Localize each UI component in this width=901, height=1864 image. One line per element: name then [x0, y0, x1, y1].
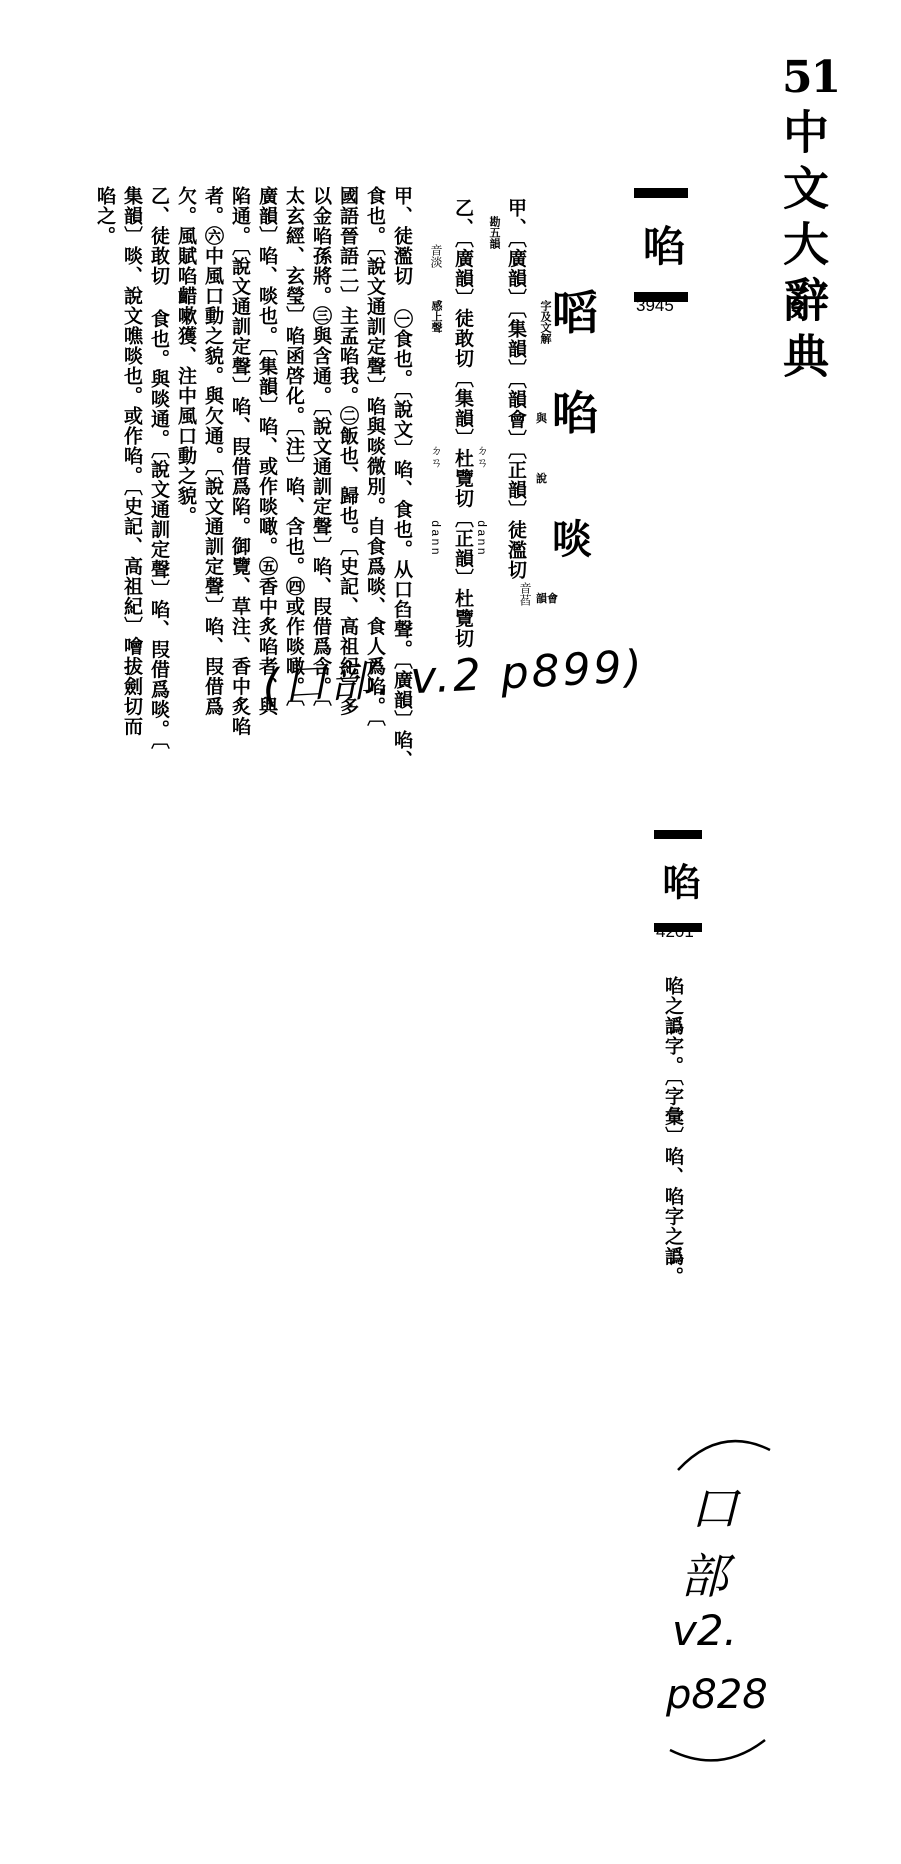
entry1-col-2: 乙、〔廣韻〕徒敢切〔集韻〕杜覽切〔正韻〕杜覽切 — [451, 198, 474, 649]
entry1-col-3: 甲、徒濫切 ㊀食也。〔說文〕啗、食也。从口臽聲。〔廣韻〕啗、 — [390, 186, 413, 770]
entry2-headword: 啗 — [656, 862, 701, 900]
variant-label-3: 說 — [536, 472, 547, 485]
entry2-text: 啗之譌字。〔字彙〕啗、啗字之譌。 — [661, 976, 684, 1287]
page-number: 51 — [782, 52, 840, 103]
pinyin-1: dann — [474, 520, 488, 557]
variant-glyph-2: 啗 — [552, 386, 598, 440]
entry2-headword-box — [654, 830, 702, 932]
entry1-col-10: 者。㊅中風口動之貌。與欠通。〔說文通訓定聲〕啗、叚借爲 — [201, 186, 224, 717]
entry1-headword: 啗 — [637, 224, 686, 266]
entry2-number: 4201 — [656, 922, 694, 941]
entry1-col-14: 啗之。 — [93, 186, 116, 246]
variant-glyph-3: 啖 — [552, 516, 592, 563]
radical-note: 勘五韻 — [488, 216, 501, 249]
note2-line4: p828 — [666, 1672, 768, 1718]
pron-bopomofo-2: ㄉㄢ — [429, 444, 443, 468]
pron-label-2: 音淡 — [429, 244, 443, 268]
variant-glyph-seal: 㗖 — [552, 286, 598, 340]
pinyin-2: dann — [428, 520, 442, 557]
entry1-col-1: 甲、〔廣韻〕〔集韻〕〔韻會〕〔正韻〕徒濫切 — [504, 198, 527, 580]
entry1-number: 3945 — [636, 296, 674, 315]
entry1-col-4: 食也。〔說文通訓定聲〕啗與啖微別。自食爲啖、食人爲啗。〔 — [363, 186, 386, 727]
handwritten-note-2 — [660, 1420, 790, 1780]
entry1-col-5: 國語晉語二〕主孟啗我。㊁飯也、歸也。〔史記、高祖紀〕多 — [336, 186, 359, 717]
note2-line3: v2. — [672, 1606, 737, 1655]
entry1-col-6: 以金啗孫將。㊂與含通。〔說文通訓定聲〕啗、叚借爲含。〔 — [309, 186, 332, 707]
pron-label-1: 音萏 — [518, 582, 532, 606]
pron-bopomofo-1: ㄉㄢ — [475, 444, 489, 468]
variant-label-2: 與 — [536, 412, 547, 425]
handwritten-note-1: (口部. v.2 p899) — [261, 641, 646, 712]
dictionary-title: 中文大辭典 — [776, 108, 830, 388]
entry1-col-8: 廣韻〕啗、啖也。〔集韻〕啗、或作啖噉。㊄香中炙啗者、與 — [255, 186, 278, 717]
entry1-col-13: 集韻〕啖、說文噍啖也。或作啗。〔史記、高祖紀〕噲拔劍切而 — [120, 186, 143, 737]
tone-note: 感上聲 — [430, 300, 443, 333]
variant-label-1: 字及文解 — [539, 300, 552, 344]
note2-line1: 口 — [690, 1481, 739, 1537]
entry1-col-7: 太玄經、玄瑩〕啗函啓化。〔注〕啗、含也。㊃或作啖噉。〔 — [282, 186, 305, 707]
variant-label-4: 韻會 — [536, 592, 558, 605]
entry1-col-12: 乙、徒敢切 食也。與啖通。〔說文通訓定聲〕啗、叚借爲啖。〔 — [147, 186, 170, 750]
entry1-headword-box — [634, 188, 688, 302]
note2-line2: 部 — [680, 1549, 729, 1605]
entry1-col-11: 欠。風賦啗齰嗽獲、注中風口動之貌。 — [174, 186, 197, 526]
entry1-col-9: 陷通。〔說文通訓定聲〕啗、叚借爲陷。御覽、草注、香中炙啗 — [228, 186, 251, 737]
